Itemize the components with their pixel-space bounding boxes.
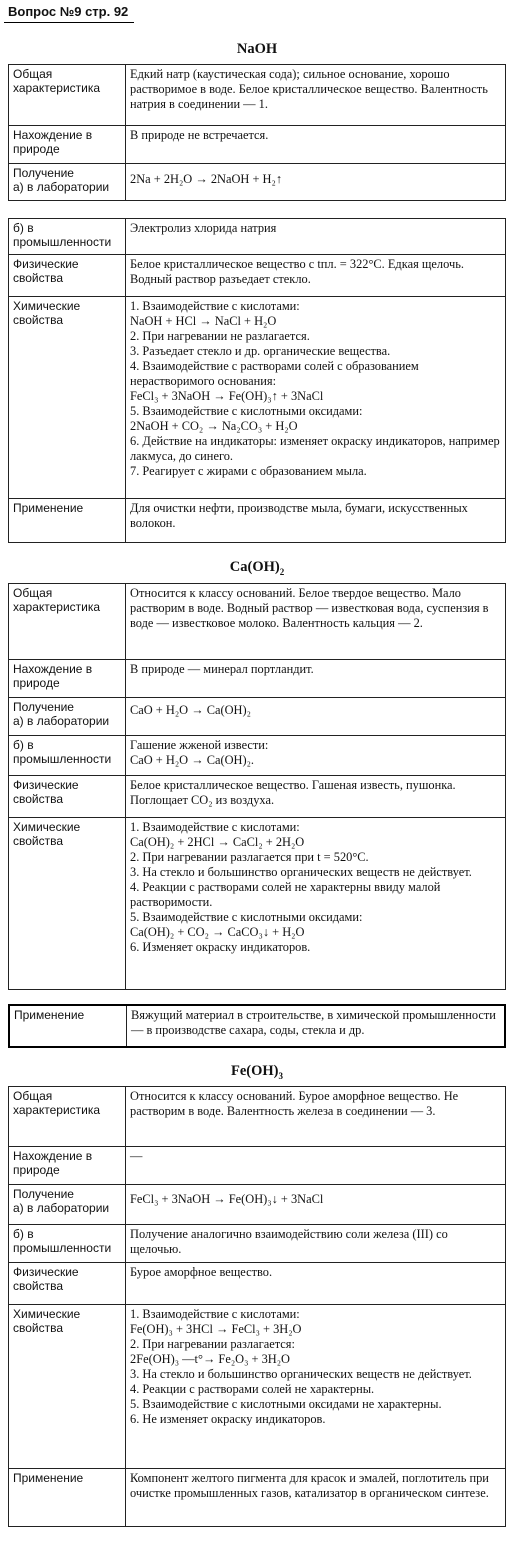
row-key: Получение а) в лаборатории — [9, 164, 126, 201]
row-key: б) в промышленности — [9, 1225, 126, 1263]
row-value: 2Na + 2H₂O → 2NaOH + H₂↑ — [126, 164, 506, 201]
table-row — [9, 584, 506, 660]
table-row — [9, 499, 506, 543]
row-value: Гашение жженой извести: CaO + H₂O → Ca(OH)₂. — [126, 736, 506, 776]
row-value: 1. Взаимодействие с кислотами: NaOH + HCl → NaCl + H₂O 2. При нагревании не разлагается. 3. Разъедает стекло и др. органические вещества. 4. Взаимодействие с растворами солей с образованием нерастворимого основания: FeCl₃ + 3NaOH → Fe(OH)₃↑ + 3NaCl 5. Взаимодействие с кислотными оксидами: 2NaOH + CO₂ → Na₂CO₃ + H₂O 6. Действие на индикаторы: изменяет окраску индикаторов, например лакмуса, до синего. 7. Реагирует с жирами с образованием мыла. — [126, 297, 506, 499]
table-row — [9, 1005, 505, 1047]
table-row — [9, 776, 506, 818]
table-caoh2-1 — [8, 583, 506, 990]
row-value: Для очистки нефти, производстве мыла, бумаги, искусственных волокон. — [126, 499, 506, 543]
row-value: Бурое аморфное вещество. — [126, 1263, 506, 1305]
row-key: Общая характеристика — [9, 65, 126, 126]
row-value: FeCl₃ + 3NaOH → Fe(OH)₃↓ + 3NaCl — [126, 1185, 506, 1225]
row-key: Химические свойства — [9, 818, 126, 990]
row-key: Нахождение в природе — [9, 1147, 126, 1185]
section-title-naoh: NaOH — [236, 41, 278, 57]
row-value: 1. Взаимодействие с кислотами: Fe(OH)₃ + 3HCl → FeCl₃ + 3H₂O 2. При нагревании разлагается: 2Fe(OH)₃ —t°→ Fe₂O₃ + 3H₂O 3. На стекло и большинство органических веществ не действует. 4. Реакции с растворами солей не характерны. 5. Взаимодействие с кислотными оксидами не характерны. 6. Не изменяет окраску индикаторов. — [126, 1305, 506, 1469]
row-key: Общая характеристика — [9, 584, 126, 660]
row-key: Физические свойства — [9, 1263, 126, 1305]
table-naoh-1 — [8, 64, 506, 201]
table-row — [9, 164, 506, 201]
row-key: Нахождение в природе — [9, 126, 126, 164]
row-value: Едкий натр (каустическая сода); сильное основание, хорошо растворимое в воде. Белое кристаллическое вещество. Валентность натрия в соединении — 1. — [126, 65, 506, 126]
row-value: — — [126, 1147, 506, 1185]
row-key: Химические свойства — [9, 1305, 126, 1469]
table-row — [9, 818, 506, 990]
table-row — [9, 660, 506, 698]
row-value: В природе — минерал портландит. — [126, 660, 506, 698]
row-value: Получение аналогично взаимодействию соли железа (III) со щелочью. — [126, 1225, 506, 1263]
row-key: Физические свойства — [9, 776, 126, 818]
row-value: Вяжущий материал в строительстве, в химической промышленности — в производстве сахара, соды, стекла и др. — [127, 1005, 506, 1047]
row-value: Компонент желтого пигмента для красок и эмалей, поглотитель при очистке промышленных газов, катализатор в органическом синтезе. — [126, 1469, 506, 1527]
table-row — [9, 1225, 506, 1263]
row-value: Электролиз хлорида натрия — [126, 219, 506, 255]
table-row — [9, 219, 506, 255]
table-caoh2-2 — [8, 1004, 506, 1048]
table-row — [9, 255, 506, 297]
header-underline — [4, 22, 134, 23]
table-row — [9, 1305, 506, 1469]
row-value: Относится к классу оснований. Бурое аморфное вещество. Не растворим в воде. Валентность железа в соединении — 3. — [126, 1087, 506, 1147]
table-naoh-2 — [8, 218, 506, 543]
table-row — [9, 1087, 506, 1147]
table-row — [9, 698, 506, 736]
row-value: CaO + H₂O → Ca(OH)₂ — [126, 698, 506, 736]
table-row — [9, 297, 506, 499]
row-key: Применение — [9, 1469, 126, 1527]
table-row — [9, 126, 506, 164]
row-value: В природе не встречается. — [126, 126, 506, 164]
row-key: б) в промышленности — [9, 219, 126, 255]
table-row — [9, 65, 506, 126]
page-header: Вопрос №9 стр. 92 — [8, 4, 129, 19]
row-key: Химические свойства — [9, 297, 126, 499]
section-title-feoh3: $Fe(OH)_3$ — [230, 1063, 283, 1081]
table-row — [9, 1147, 506, 1185]
row-value: Белое кристаллическое вещество с tпл. = 322°С. Едкая щелочь. Водный раствор разъедает стекло. — [126, 255, 506, 297]
row-key: Физические свойства — [9, 255, 126, 297]
row-value: Белое кристаллическое вещество. Гашеная известь, пушонка. Поглощает CO₂ из воздуха. — [126, 776, 506, 818]
row-key: Получение а) в лаборатории — [9, 698, 126, 736]
table-row — [9, 736, 506, 776]
row-value: Относится к классу оснований. Белое твердое вещество. Мало растворим в воде. Водный раствор — известковая вода, суспензия в воде — известковое молоко. Валентность кальция — 2. — [126, 584, 506, 660]
table-row — [9, 1185, 506, 1225]
table-row — [9, 1263, 506, 1305]
row-key: Общая характеристика — [9, 1087, 126, 1147]
table-feoh3 — [8, 1086, 506, 1527]
section-title-caoh2: $Ca(OH)_2$ — [229, 559, 285, 577]
row-key: Получение а) в лаборатории — [9, 1185, 126, 1225]
row-key: Применение — [9, 499, 126, 543]
row-key: Применение — [9, 1005, 127, 1047]
row-value: 1. Взаимодействие с кислотами: Ca(OH)₂ + 2HCl → CaCl₂ + 2H₂O 2. При нагревании разлагается при t = 520°С. 3. На стекло и большинство органических веществ не действует. 4. Реакции с растворами солей не характерны ввиду малой растворимости. 5. Взаимодействие с кислотными оксидами: Ca(OH)₂ + CO₂ → CaCO₃↓ + H₂O 6. Изменяет окраску индикаторов. — [126, 818, 506, 990]
row-key: Нахождение в природе — [9, 660, 126, 698]
table-row — [9, 1469, 506, 1527]
row-key: б) в промышленности — [9, 736, 126, 776]
